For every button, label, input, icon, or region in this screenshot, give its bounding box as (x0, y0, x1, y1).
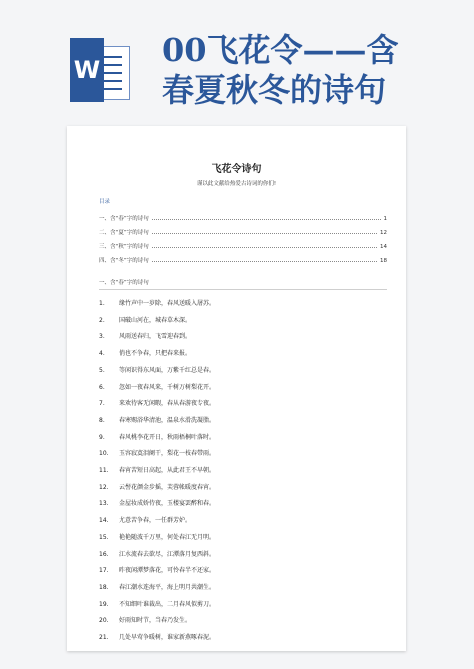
poem-line-text: 昨夜闲潭梦落花，可怜春半不还家。 (119, 567, 216, 575)
toc-entry-label: 一、含“春”字的诗句 (99, 216, 149, 222)
toc-entry-label: 三、含“秋”字的诗句 (99, 244, 149, 250)
toc-leader-dots (152, 233, 377, 234)
banner-title-line-2: 春夏秋冬的诗句 (162, 71, 387, 109)
poem-line-text: 艳艳随波千万里，何处春江无月明。 (119, 533, 216, 541)
toc-entry-page: 1 (383, 216, 387, 222)
toc-entry-label: 二、含“夏”字的诗句 (99, 230, 149, 236)
poem-line-number: 4. (99, 350, 105, 358)
toc-entry-label: 四、含“冬”字的诗句 (99, 258, 149, 264)
poem-line-text: 等闲识得东风面，万紫千红总是春。 (119, 366, 216, 374)
poem-line-number: 10. (99, 450, 109, 458)
toc-heading: 目录 (99, 199, 111, 205)
toc-leader-dots (152, 247, 377, 248)
poem-line-number: 12. (99, 483, 109, 491)
banner-title (162, 30, 462, 110)
poem-line (99, 549, 379, 561)
poem-line-number: 6. (99, 383, 105, 391)
poem-line (99, 632, 379, 644)
poem-line-number: 5. (99, 366, 105, 374)
poem-line-number: 2. (99, 316, 105, 324)
poem-line-number: 21. (99, 634, 109, 641)
document-title: 飞花令诗句 (211, 164, 262, 175)
toc-leader-dots (152, 261, 377, 262)
poem-line-text: 不知细叶谁裁出，二月春风似剪刀。 (119, 600, 216, 608)
poem-line-text: 风雨送春归，飞雪迎春到。 (119, 333, 192, 341)
poem-line-text: 俏也不争春，只把春来报。 (119, 350, 192, 358)
document-page (67, 126, 406, 651)
poem-line-number: 3. (99, 333, 105, 341)
poem-line-text: 国破山河在，城春草木深。 (119, 316, 192, 324)
poem-line-number: 14. (99, 517, 109, 525)
poem-line (99, 515, 379, 527)
poem-line-text: 忽如一夜春风来，千树万树梨花开。 (119, 383, 216, 391)
poem-line (99, 465, 379, 477)
poem-line-number: 11. (99, 467, 109, 474)
section-heading: 一、含“春”字的诗句 (99, 280, 149, 286)
toc-entry[interactable] (99, 226, 387, 236)
poem-line-number: 17. (99, 567, 109, 575)
poem-line (99, 315, 379, 327)
poem-line-text: 春宵苦短日高起，从此君王不早朝。 (119, 467, 216, 474)
banner-title-line-1: 00飞花令——含 (162, 31, 399, 69)
poem-line (99, 582, 379, 594)
poem-line-text: 云髻花颜金步摇，芙蓉帐暖度春宵。 (119, 483, 216, 491)
section-divider (99, 289, 387, 290)
poem-line-text: 江水流春去欲尽，江潭落月复西斜。 (119, 550, 216, 558)
toc-entry-page: 14 (380, 244, 387, 250)
word-icon-letter: W (70, 38, 104, 102)
poem-line-number: 19. (99, 600, 109, 608)
poem-line (99, 482, 379, 494)
poem-line (99, 348, 379, 360)
poem-line-text: 春风桃李花开日，秋雨梧桐叶落时。 (119, 433, 216, 441)
poem-line (99, 448, 379, 460)
poem-line (99, 498, 379, 510)
poem-line-number: 1. (99, 300, 105, 307)
poem-line (99, 599, 379, 611)
toc-entry-page: 12 (380, 230, 387, 236)
poem-line (99, 415, 379, 427)
poem-line (99, 615, 379, 627)
poem-line (99, 382, 379, 394)
toc-entry[interactable] (99, 254, 387, 264)
poem-line (99, 532, 379, 544)
poem-line (99, 298, 379, 310)
poem-line-number: 7. (99, 400, 105, 408)
document-subtitle: 谨以此文献给热爱古诗词的你们! (196, 181, 277, 187)
poem-line-text: 春寒赐浴华清池，温泉水滑洗凝脂。 (119, 416, 216, 424)
poem-line-number: 16. (99, 550, 109, 558)
poem-line (99, 398, 379, 410)
poem-line-text: 玉容寂寞泪阑干，梨花一枝春带雨。 (119, 450, 216, 458)
toc-entry[interactable] (99, 212, 387, 222)
poem-line (99, 331, 379, 343)
toc-entry[interactable] (99, 240, 387, 250)
toc-entry-page: 18 (380, 258, 387, 264)
poem-line-text: 尤意苦争春，一任群芳妒。 (119, 517, 192, 525)
poem-line-text: 好雨知时节，当春乃发生。 (119, 617, 192, 625)
poem-line-number: 20. (99, 617, 109, 625)
document-banner (0, 0, 474, 110)
toc-leader-dots (152, 219, 381, 220)
poem-line-text: 几处早莺争暖树，谁家新燕啄春泥。 (119, 634, 216, 641)
poem-line (99, 565, 379, 577)
poem-line-text: 春江潮水连海平，海上明月共潮生。 (119, 583, 216, 591)
poem-line-number: 9. (99, 433, 105, 441)
poem-line-number: 13. (99, 500, 109, 508)
poem-line-text: 来欢待客无闲暇，春从春游夜专夜。 (119, 400, 216, 408)
poem-line-text: 金屋妆成娇侍夜，玉楼宴罢醉和春。 (119, 500, 216, 508)
poem-line-number: 8. (99, 416, 105, 424)
poem-line-number: 18. (99, 583, 109, 591)
poem-line (99, 365, 379, 377)
poem-line (99, 432, 379, 444)
poem-line-number: 15. (99, 533, 109, 541)
word-document-icon (70, 38, 130, 102)
poem-line-text: 缘竹声中一岁除，春风送暖入屠苏。 (119, 300, 216, 307)
